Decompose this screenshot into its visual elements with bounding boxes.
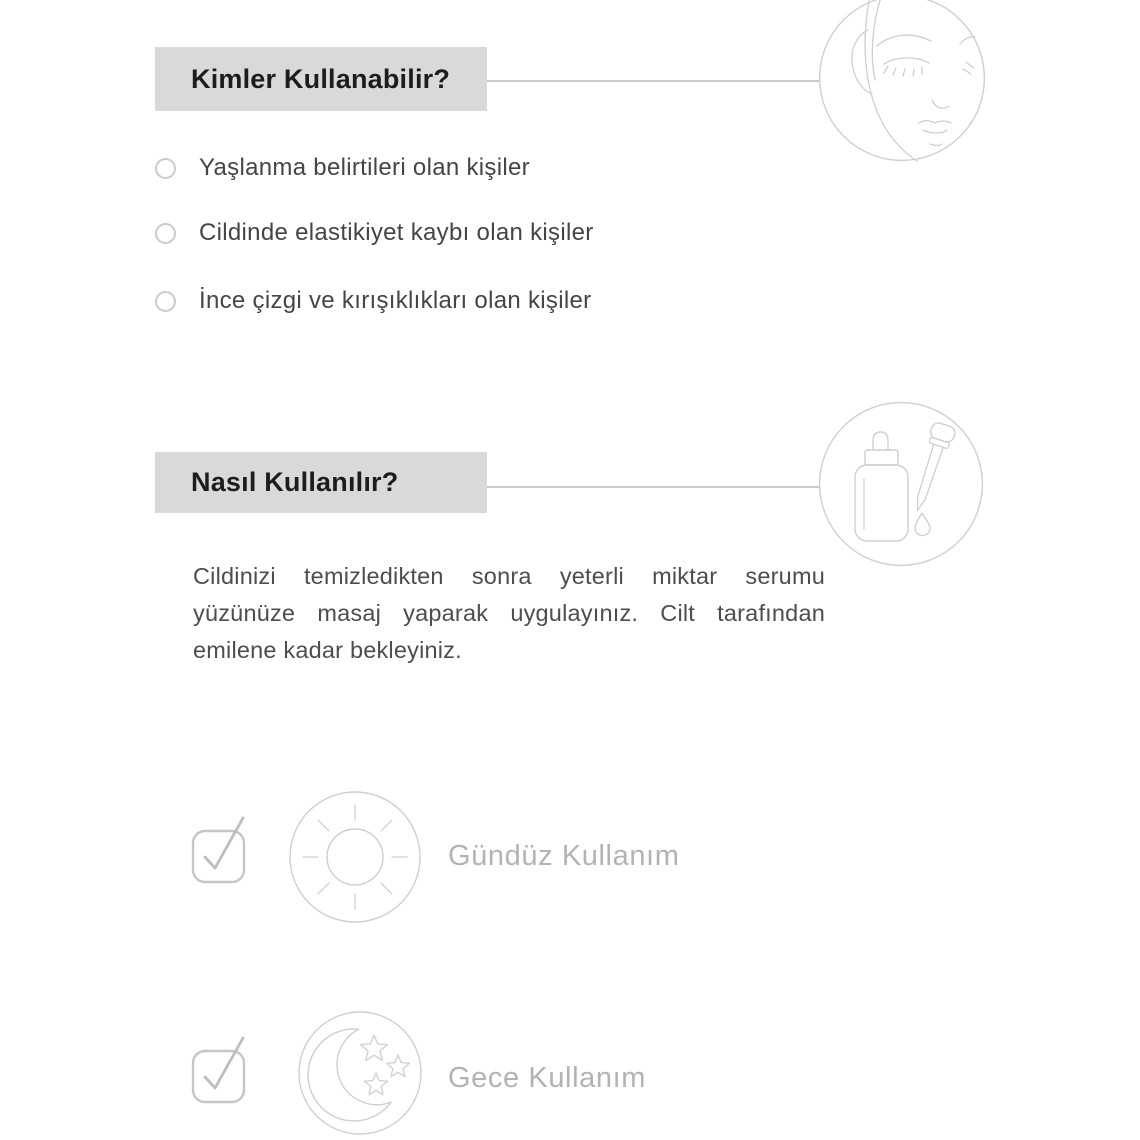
serum-dropper-icon (818, 401, 984, 567)
circle-bullet-icon (155, 223, 176, 244)
audience-item-label: Yaşlanma belirtileri olan kişiler (199, 154, 530, 181)
usage-instructions-line: emilene kadar bekleyiniz. (193, 637, 462, 663)
connector-line-who (487, 80, 820, 82)
usage-instructions (193, 558, 825, 669)
audience-item-label: İnce çizgi ve kırışıklıkları olan kişiler (199, 287, 592, 314)
section-title-who (155, 47, 487, 111)
checkbox-checked-icon (188, 804, 252, 884)
audience-item (155, 218, 594, 248)
moon-stars-icon (296, 1009, 424, 1137)
circle-bullet-icon (155, 158, 176, 179)
usage-instructions-line: yüzünüze masaj yaparak uygulayınız. Cilt tarafından (193, 600, 825, 626)
audience-item (155, 153, 530, 183)
audience-item (155, 286, 591, 316)
section-title-how (155, 452, 487, 513)
day-use-label: Gündüz Kullanım (448, 840, 680, 872)
usage-instructions-line: Cildinizi temizledikten sonra yeterli miktar serumu (193, 563, 825, 589)
circle-bullet-icon (155, 291, 176, 312)
face-icon (818, 0, 986, 162)
checkbox-checked-icon (188, 1024, 252, 1104)
section-title-who-label: Kimler Kullanabilir? (191, 63, 451, 94)
connector-line-how (487, 486, 819, 488)
audience-item-label: Cildinde elastikiyet kaybı olan kişiler (199, 219, 594, 246)
night-use-label: Gece Kullanım (448, 1062, 646, 1094)
section-title-how-label: Nasıl Kullanılır? (191, 467, 399, 497)
sun-icon (288, 790, 422, 924)
